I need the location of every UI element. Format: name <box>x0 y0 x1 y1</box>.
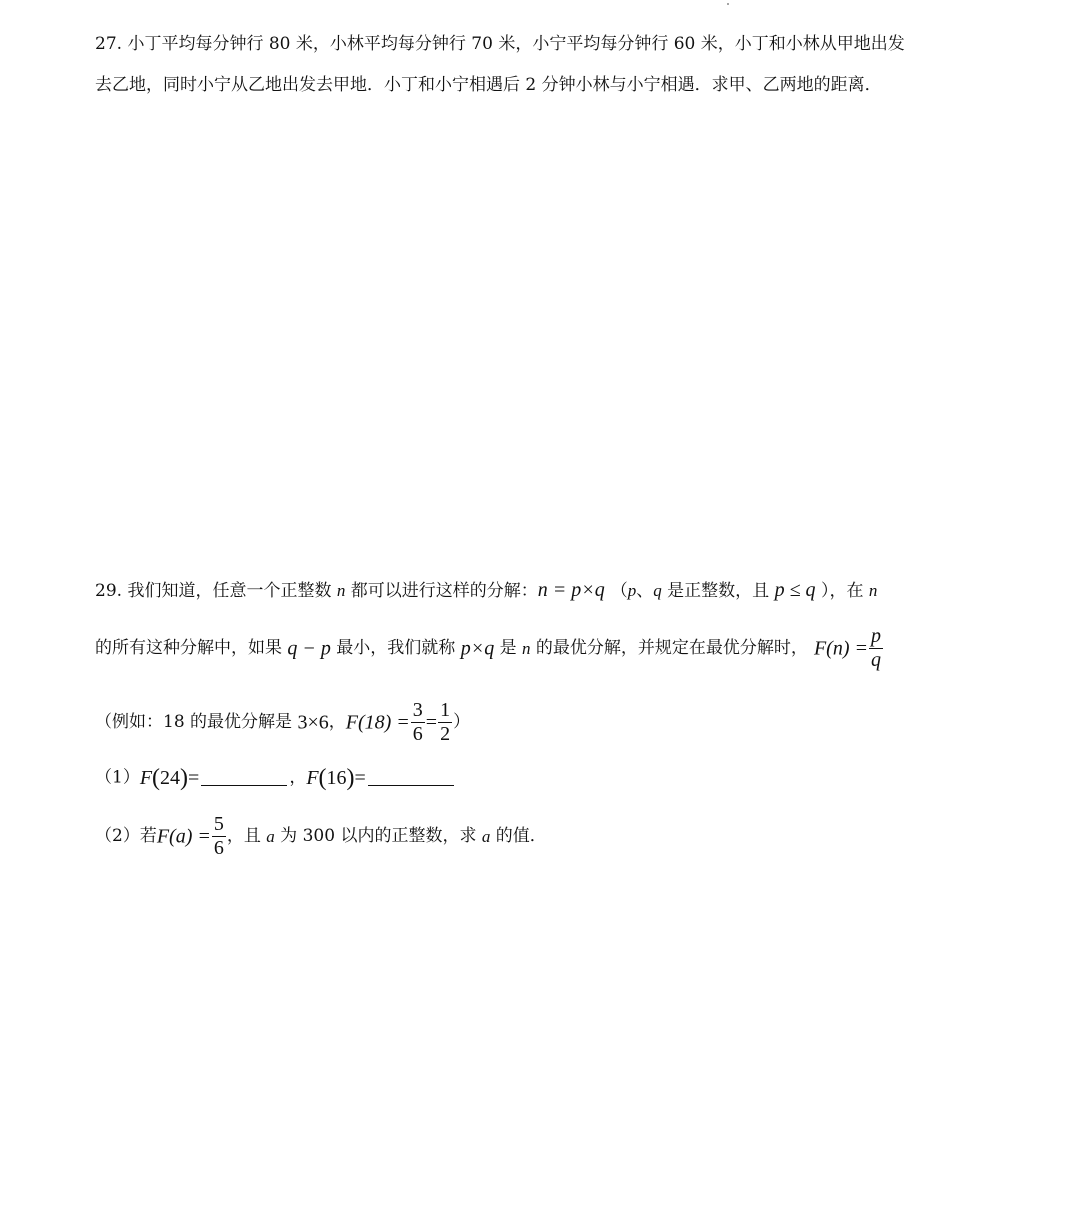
comma-sep: 、 <box>636 581 654 601</box>
var-a-2: a <box>481 827 491 846</box>
q29-def-1: 的所有这种分解中，如果 <box>95 638 288 658</box>
formula-p-times-q: p×q <box>460 637 495 660</box>
var-n-end: n <box>868 581 878 600</box>
fraction-numerator-1: 1 <box>440 699 451 721</box>
equals-sign: = <box>425 711 438 734</box>
stray-dot-mark <box>727 3 729 5</box>
sub2-text-3: 的值． <box>490 826 547 846</box>
answer-blank-1 <box>201 767 287 786</box>
q29-def-3: 是 <box>494 638 523 658</box>
fraction-denominator-2: 2 <box>440 723 451 745</box>
var-n: n <box>336 581 346 600</box>
q29-sub1-line: （1）F(24)= ，F(16)= <box>95 766 456 790</box>
fraction-3-over-6 <box>411 700 425 745</box>
q29-line-1 <box>95 580 877 600</box>
q27-text-2: 去乙地，同时小宁从乙地出发去甲地．小丁和小宁相遇后 2 分钟小林与小宁相遇．求甲、乙两地的距离． <box>95 75 882 95</box>
sub1-label: （1） <box>95 767 140 788</box>
sub1-F-symbol: F <box>139 767 153 789</box>
q29-sub2-line <box>95 814 547 859</box>
example-comma: ， <box>328 712 346 732</box>
q29-example-line <box>95 700 470 745</box>
sub1-F-symbol-2: F <box>306 767 319 789</box>
fraction-denominator-q: q <box>870 649 881 671</box>
q27-line-2 <box>95 77 882 94</box>
fraction-1-over-2 <box>438 700 452 745</box>
formula-F-n: F(n) = <box>813 637 868 660</box>
q29-intro: 29. 我们知道，任意一个正整数 <box>95 581 337 601</box>
formula-q-minus-p: q − p <box>287 637 331 660</box>
sub1-equals: = <box>188 767 200 789</box>
fraction-numerator-3: 3 <box>412 699 423 721</box>
sub2-label: （2）若 <box>95 826 157 846</box>
fraction-numerator-5: 5 <box>213 813 224 835</box>
q29-def-2: 最小，我们就称 <box>330 638 461 658</box>
fraction-p-over-q <box>869 626 883 671</box>
q29-line-2 <box>95 626 884 671</box>
formula-F-18: F(18) = <box>345 711 410 734</box>
sub2-text-2: 为 300 以内的正整数，求 <box>274 826 482 846</box>
q29-close: ），在 <box>815 581 869 601</box>
fraction-denominator-6b: 6 <box>213 837 224 859</box>
fraction-5-over-6 <box>212 814 226 859</box>
answer-blank-2 <box>368 767 454 786</box>
q29-cond: 是正整数，且 <box>661 581 775 601</box>
q27-line-1 <box>95 36 905 53</box>
sub2-text-1: ，且 <box>226 826 267 846</box>
formula-F-a: F(a) = <box>156 825 211 848</box>
formula-p-le-q: p ≤ q <box>774 579 816 601</box>
var-n-def: n <box>522 639 531 658</box>
q29-intro-2: 都可以进行这样的分解： <box>345 581 538 601</box>
formula-n-eq-pq: n = p×q <box>537 579 605 601</box>
var-q: q <box>653 581 662 600</box>
q29-def-4: 的最优分解，并规定在最优分解时， <box>530 638 808 658</box>
sub1-arg-24: 24 <box>160 767 181 789</box>
sub1-equals-2: = <box>354 767 366 789</box>
var-a: a <box>266 827 275 846</box>
sub1-comma: ， <box>289 767 307 788</box>
sub1-arg-16: 16 <box>326 767 347 789</box>
q27-text-1: 27. 小丁平均每分钟行 80 米，小林平均每分钟行 70 米，小宁平均每分钟行 60 米，小丁和小林从甲地出发 <box>95 34 905 54</box>
fraction-denominator-6: 6 <box>412 723 423 745</box>
formula-3x6: 3×6 <box>297 711 329 734</box>
open-paren: （ <box>610 581 628 601</box>
example-text-1: （例如：18 的最优分解是 <box>95 712 298 732</box>
example-close: ） <box>453 712 471 732</box>
var-p: p <box>627 581 637 600</box>
fraction-numerator-p: p <box>870 625 881 647</box>
